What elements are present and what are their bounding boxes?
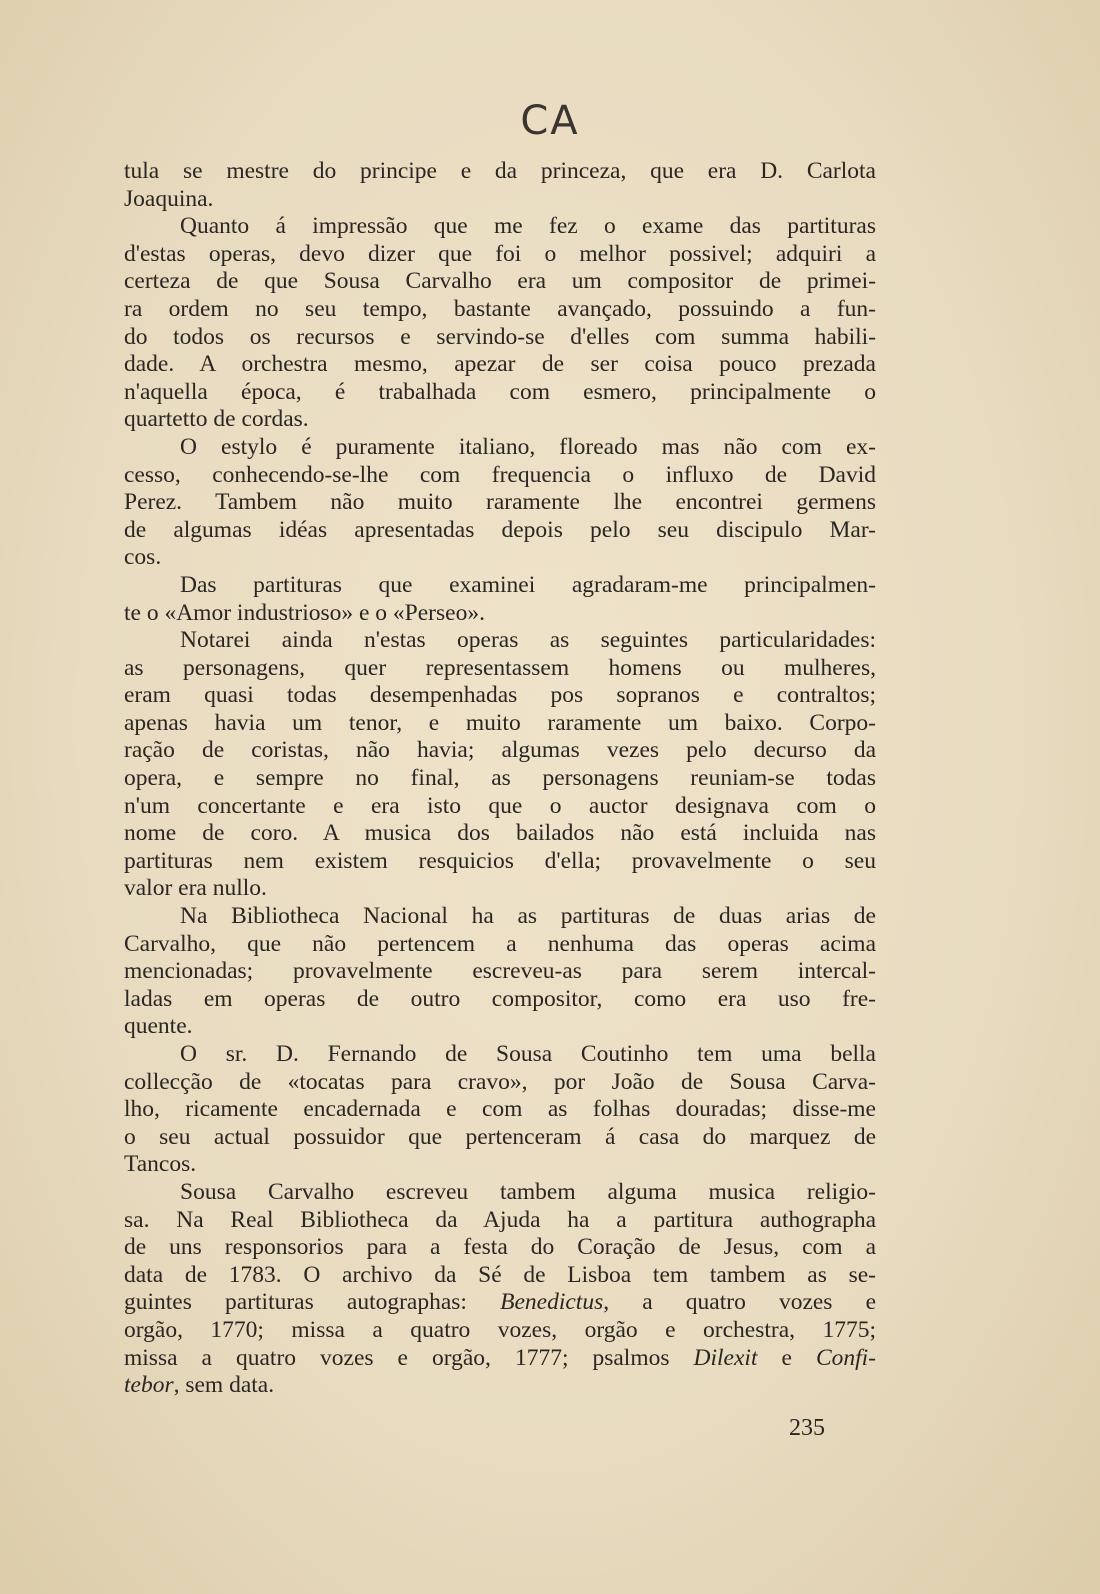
- text-line: [124, 1345, 876, 1373]
- line-text: e: [781, 1344, 792, 1371]
- text-line: [124, 379, 876, 407]
- line-text: Tancos.: [124, 1151, 197, 1178]
- line-text: opera, e sempre no final, as personagens reuniam-se todas: [124, 765, 876, 792]
- line-text: Perez. Tambem não muito raramente lhe encontrei germens: [124, 489, 876, 516]
- text-line: [124, 875, 876, 903]
- line-text: de uns responsorios para a festa do Coração de Jesus, com a: [124, 1234, 876, 1261]
- text-line: [124, 655, 876, 683]
- text-line: [124, 268, 876, 296]
- text-line: [124, 462, 876, 490]
- line-text: certeza de que Sousa Carvalho era um compositor de primei-: [124, 268, 876, 295]
- text-line: [124, 1262, 876, 1290]
- italic-title: tebor: [124, 1372, 174, 1399]
- text-line: [124, 986, 876, 1014]
- text-line: [124, 1069, 876, 1097]
- line-text: d'estas operas, devo dizer que foi o melhor possivel; adquiri a: [124, 240, 876, 267]
- running-header: CA: [520, 98, 580, 144]
- body-text: [124, 158, 876, 1400]
- line-text: ração de coristas, não havia; algumas vezes pelo decurso da: [124, 737, 876, 764]
- line-text: tula se mestre do principe e da princeza, que era D. Carlota: [124, 158, 876, 184]
- line-text: do todos os recursos e servindo-se d'elles com summa habili-: [124, 323, 876, 350]
- text-line: [124, 958, 876, 986]
- line-text: , a quatro vozes e: [603, 1289, 877, 1316]
- line-text: Sousa Carvalho escreveu tambem alguma musica religio-: [180, 1178, 876, 1205]
- text-line: [124, 600, 876, 628]
- line-text: nome de coro. A musica dos bailados não está incluida nas: [124, 820, 876, 847]
- line-text: ladas em operas de outro compositor, como era uso fre-: [124, 985, 876, 1012]
- text-line: [124, 1151, 876, 1179]
- line-text: apenas havia um tenor, e muito raramente um baixo. Corpo-: [124, 709, 876, 736]
- line-text: partituras nem existem resquicios d'ella; provavelmente o seu: [124, 847, 876, 874]
- text-line: [124, 1372, 876, 1400]
- text-line: [124, 213, 876, 241]
- line-text: Carvalho, que não pertencem a nenhuma das operas acima: [124, 930, 876, 957]
- line-text: Notarei ainda n'estas operas as seguintes particularidades:: [180, 627, 876, 654]
- text-line: [124, 296, 876, 324]
- line-text: , sem data.: [173, 1372, 275, 1399]
- line-text: n'um concertante e era isto que o auctor designava com o: [124, 792, 876, 819]
- text-line: [124, 903, 876, 931]
- line-text: mencionadas; provavelmente escreveu-as para serem intercal-: [124, 958, 876, 985]
- line-text: sa. Na Real Bibliotheca da Ajuda ha a partitura authographa: [124, 1206, 876, 1233]
- line-text: o seu actual possuidor que pertenceram á casa do marquez de: [124, 1123, 876, 1150]
- italic-title: Confi-: [815, 1344, 877, 1371]
- line-text: valor era nullo.: [124, 875, 267, 902]
- line-text: data de 1783. O archivo da Sé de Lisboa tem tambem as se-: [124, 1261, 876, 1288]
- line-text: cos.: [124, 544, 162, 571]
- line-text: O sr. D. Fernando de Sousa Coutinho tem uma bella: [180, 1041, 876, 1067]
- text-line: [124, 710, 876, 738]
- text-line: [124, 1317, 876, 1345]
- text-line: [124, 406, 876, 434]
- text-line: [124, 1041, 876, 1069]
- line-text: n'aquella época, é trabalhada com esmero, principalmente o: [124, 378, 876, 405]
- line-text: ra ordem no seu tempo, bastante avançado, possuindo a fun-: [124, 295, 876, 322]
- line-text: Joaquina.: [124, 185, 214, 212]
- text-line: [124, 1124, 876, 1152]
- text-line: [124, 848, 876, 876]
- line-text: Quanto á impressão que me fez o exame das partituras: [180, 213, 876, 240]
- line-text: O estylo é puramente italiano, floreado mas não com ex-: [180, 433, 876, 460]
- text-line: [124, 1096, 876, 1124]
- line-text: Na Bibliotheca Nacional ha as partituras de duas arias de: [180, 903, 876, 930]
- text-line: [124, 765, 876, 793]
- text-line: [124, 1013, 876, 1041]
- line-text: dade. A orchestra mesmo, apezar de ser coisa pouco prezada: [124, 351, 876, 378]
- text-line: [124, 351, 876, 379]
- line-text: lho, ricamente encadernada e com as folhas douradas; disse-me: [124, 1096, 876, 1123]
- line-text: Das partituras que examinei agradaram-me principalmen-: [180, 571, 876, 598]
- text-line: [124, 820, 876, 848]
- line-text: collecção de «tocatas para cravo», por João de Sousa Carva-: [124, 1068, 876, 1095]
- italic-title: Benedictus: [500, 1289, 604, 1316]
- line-text: as personagens, quer representassem homens ou mulheres,: [124, 654, 876, 681]
- text-line: [124, 158, 876, 186]
- text-line: [124, 434, 876, 462]
- line-text: quente.: [124, 1013, 193, 1040]
- line-text: eram quasi todas desempenhadas pos sopranos e contraltos;: [124, 682, 876, 709]
- italic-title: Dilexit: [693, 1344, 758, 1371]
- text-line: [124, 1207, 876, 1235]
- line-text: orgão, 1770; missa a quatro vozes, orgão e orchestra, 1775;: [124, 1316, 876, 1343]
- page-number: 235: [789, 1415, 825, 1441]
- text-line: [124, 627, 876, 655]
- text-line: [124, 324, 876, 352]
- line-text: te o «Amor industrioso» e o «Perseo».: [124, 599, 485, 626]
- text-line: [124, 1289, 876, 1317]
- text-line: [124, 682, 876, 710]
- text-line: [124, 1234, 876, 1262]
- line-text: guintes partituras autographas:: [124, 1289, 467, 1316]
- text-line: [124, 186, 876, 214]
- line-text: quartetto de cordas.: [124, 406, 309, 433]
- text-line: [124, 517, 876, 545]
- text-line: [124, 737, 876, 765]
- text-line: [124, 1179, 876, 1207]
- text-line: [124, 489, 876, 517]
- line-text: de algumas idéas apresentadas depois pelo seu discipulo Mar-: [124, 516, 876, 543]
- line-text: cesso, conhecendo-se-lhe com frequencia o influxo de David: [124, 461, 876, 488]
- text-line: [124, 931, 876, 959]
- text-line: [124, 241, 876, 269]
- line-text: missa a quatro vozes e orgão, 1777; psalmos: [124, 1344, 670, 1371]
- text-line: [124, 572, 876, 600]
- text-line: [124, 793, 876, 821]
- text-line: [124, 544, 876, 572]
